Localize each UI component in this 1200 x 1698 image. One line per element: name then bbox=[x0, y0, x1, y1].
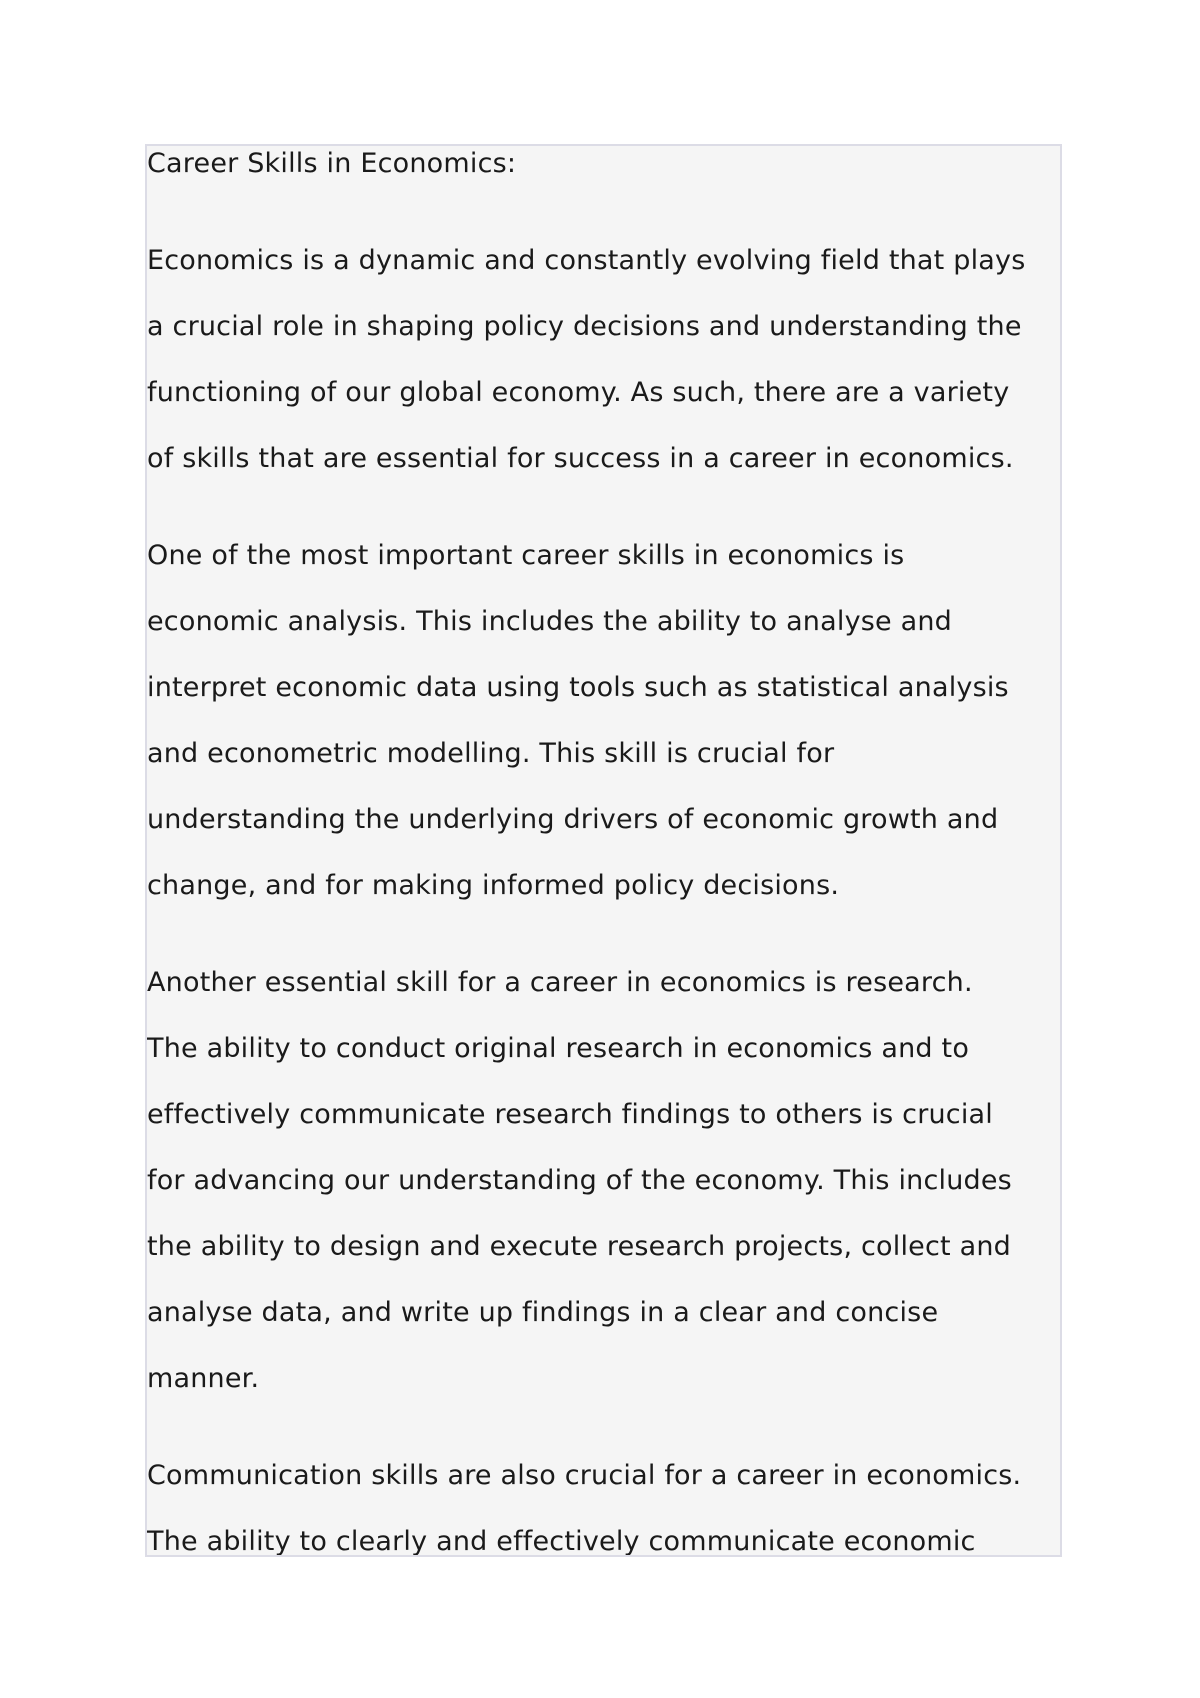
paragraph-line: analyse data, and write up findings in a clear and concise bbox=[147, 1297, 939, 1328]
paragraph-line: Economics is a dynamic and constantly evolving field that plays bbox=[147, 245, 1026, 276]
paragraph-line: The ability to conduct original research in economics and to bbox=[147, 1033, 970, 1064]
paragraph-line: of skills that are essential for success in a career in economics. bbox=[147, 443, 1014, 474]
text-box bbox=[145, 144, 1062, 1557]
paragraph-line: economic analysis. This includes the ability to analyse and bbox=[147, 606, 953, 637]
paragraph-line: a crucial role in shaping policy decisions and understanding the bbox=[147, 311, 1022, 342]
paragraph-line: functioning of our global economy. As such, there are a variety bbox=[147, 377, 1010, 408]
paragraph-line: interpret economic data using tools such as statistical analysis bbox=[147, 672, 1009, 703]
paragraph-line: for advancing our understanding of the economy. This includes bbox=[147, 1165, 1012, 1196]
paragraph-line: Communication skills are also crucial for a career in economics. bbox=[147, 1460, 1022, 1491]
paragraph-line: Another essential skill for a career in economics is research. bbox=[147, 967, 973, 998]
paragraph-line: the ability to design and execute research projects, collect and bbox=[147, 1231, 1011, 1262]
paragraph-line: change, and for making informed policy decisions. bbox=[147, 870, 840, 901]
paragraph-line: One of the most important career skills in economics is bbox=[147, 540, 905, 571]
paragraph-line: manner. bbox=[147, 1363, 260, 1394]
paragraph-line: effectively communicate research findings to others is crucial bbox=[147, 1099, 993, 1130]
paragraph-line: and econometric modelling. This skill is crucial for bbox=[147, 738, 835, 769]
paragraph-line: The ability to clearly and effectively communicate economic bbox=[147, 1526, 976, 1557]
paragraph-line: understanding the underlying drivers of economic growth and bbox=[147, 804, 999, 835]
document-title: Career Skills in Economics: bbox=[147, 148, 517, 179]
